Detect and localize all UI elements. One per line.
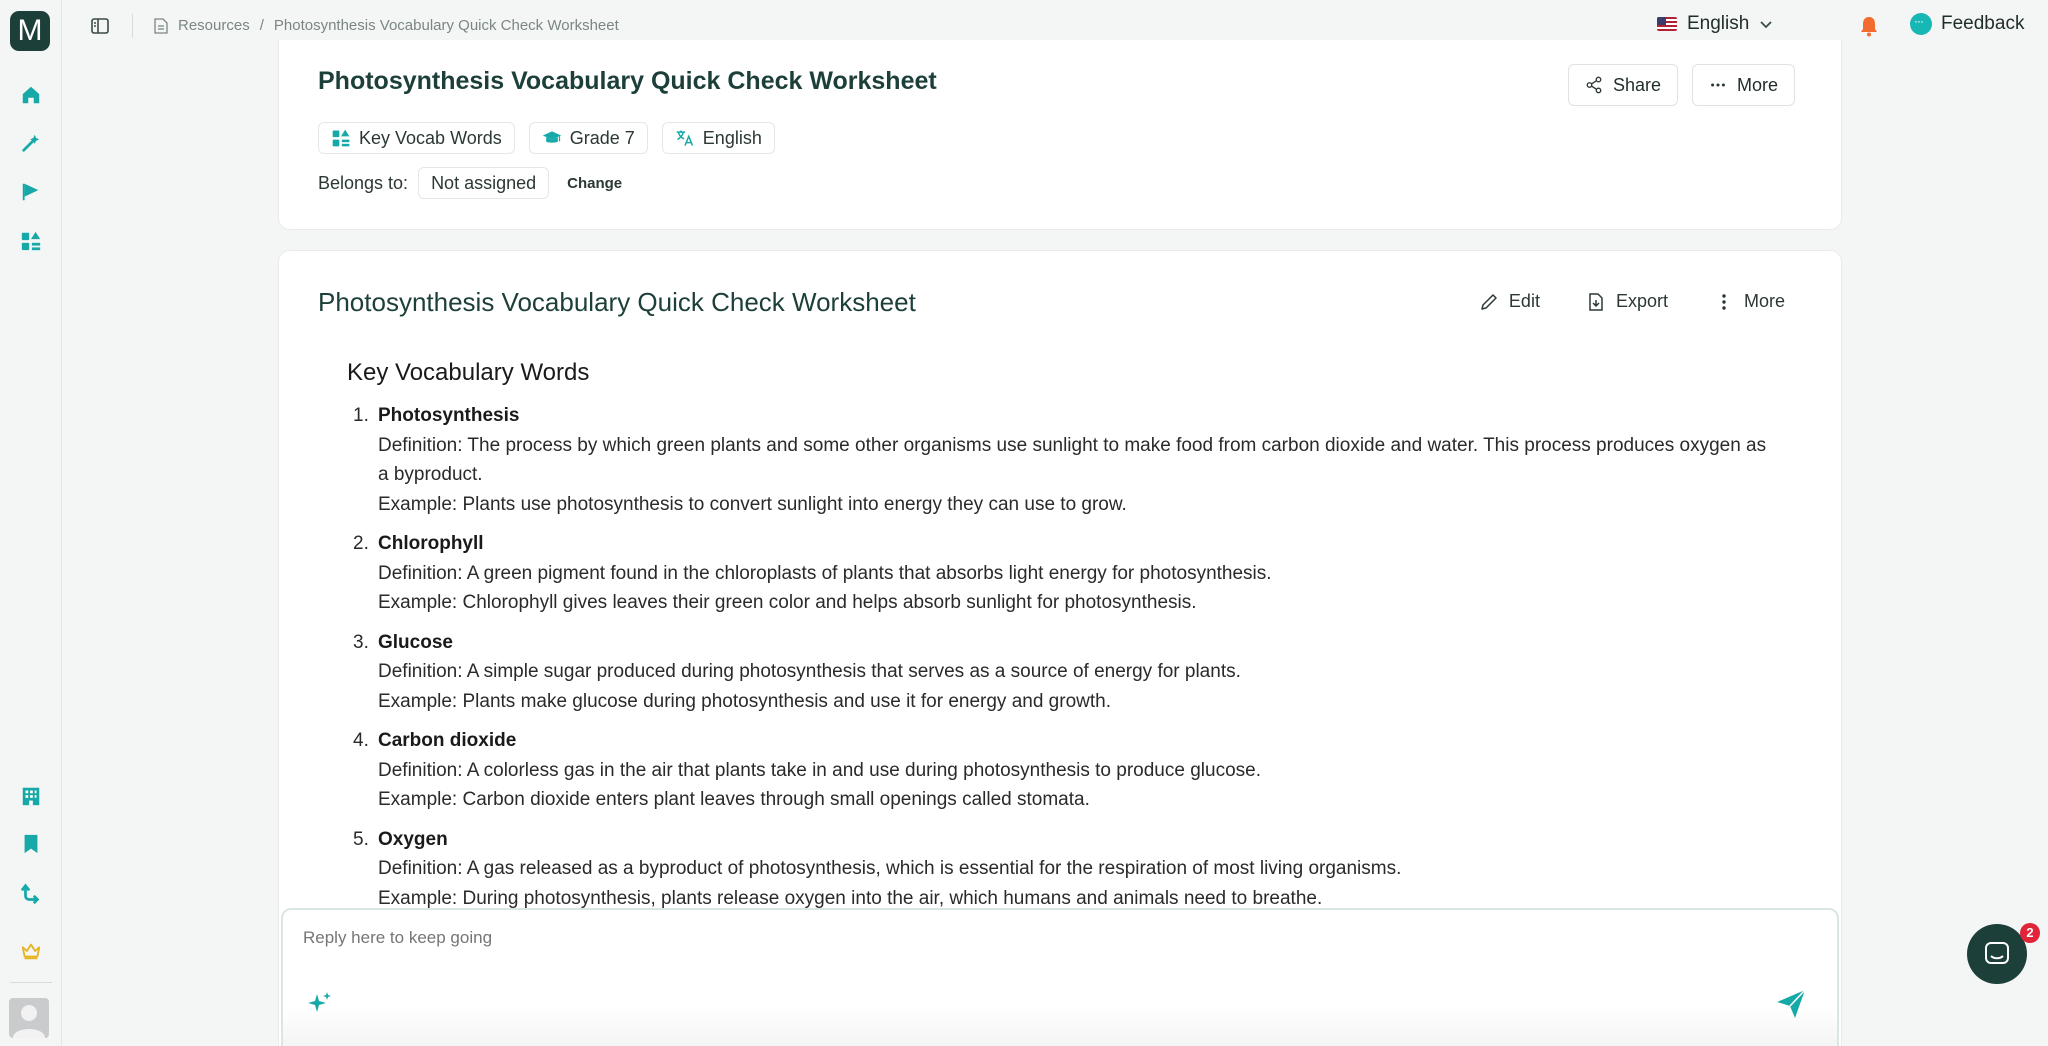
sidebar-toggle-icon[interactable] bbox=[90, 16, 110, 36]
edit-button[interactable] bbox=[1479, 291, 1540, 312]
item-number: 2. bbox=[353, 533, 369, 554]
breadcrumb-resources[interactable]: Resources bbox=[178, 17, 250, 34]
breadcrumb bbox=[154, 17, 619, 34]
vocab-list bbox=[347, 401, 1767, 913]
share-button[interactable] bbox=[1568, 64, 1678, 106]
item-number: 1. bbox=[353, 405, 369, 426]
language-label: English bbox=[1687, 13, 1750, 34]
resource-header-card bbox=[278, 40, 1842, 230]
home-icon[interactable] bbox=[19, 83, 43, 107]
share-icon bbox=[1585, 76, 1603, 94]
composer-fade bbox=[283, 1006, 1837, 1046]
avatar[interactable] bbox=[9, 998, 49, 1038]
document-actions bbox=[1479, 291, 1785, 312]
document-title: Photosynthesis Vocabulary Quick Check Worksheet bbox=[318, 287, 916, 317]
vocab-example: Example: Chlorophyll gives leaves their green color and helps absorb sunlight for photosynthesis. bbox=[378, 592, 1197, 613]
bookmark-icon[interactable] bbox=[19, 832, 43, 856]
document-more-label: More bbox=[1743, 291, 1785, 311]
vocab-definition: Definition: A green pigment found in the chloroplasts of plants that absorbs light energy for photosynthesis. bbox=[378, 562, 1272, 584]
document-icon bbox=[154, 18, 168, 34]
chat-icon bbox=[1983, 940, 2011, 968]
send-icon[interactable] bbox=[1775, 988, 1807, 1020]
vocab-term: Chlorophyll bbox=[378, 533, 484, 554]
tag-type bbox=[318, 122, 515, 154]
breadcrumb-separator: / bbox=[259, 17, 264, 34]
tag-language bbox=[662, 122, 775, 154]
belongs-to-label: Belongs to: bbox=[318, 172, 409, 193]
left-rail bbox=[0, 0, 62, 1046]
chevron-down-icon bbox=[1759, 17, 1773, 31]
item-number: 5. bbox=[353, 828, 369, 850]
tag-grade-label: Grade 7 bbox=[569, 127, 635, 148]
vocab-definition: Definition: A simple sugar produced during photosynthesis that serves as a source of energy for plants. bbox=[378, 661, 1241, 682]
export-label: Export bbox=[1615, 291, 1668, 311]
flag-icon[interactable] bbox=[19, 180, 43, 204]
toolbar-separator bbox=[132, 14, 133, 38]
pencil-icon bbox=[1479, 292, 1499, 312]
more-button[interactable] bbox=[1692, 64, 1795, 106]
list-item bbox=[347, 825, 1767, 914]
more-horizontal-icon bbox=[1709, 76, 1727, 94]
vocab-term: Glucose bbox=[378, 631, 453, 653]
change-button[interactable]: Change bbox=[567, 174, 623, 192]
chat-dots-icon bbox=[1910, 13, 1932, 35]
document-content bbox=[347, 359, 1767, 923]
share-arrows-icon[interactable] bbox=[19, 882, 43, 906]
vocab-example: Example: Carbon dioxide enters plant leaves through small openings called stomata. bbox=[378, 789, 1090, 810]
tag-language-label: English bbox=[702, 127, 762, 148]
belongs-to-row bbox=[318, 167, 622, 199]
building-icon[interactable] bbox=[19, 784, 43, 808]
more-label: More bbox=[1737, 74, 1779, 95]
translate-icon bbox=[675, 128, 695, 148]
notification-badge: 2 bbox=[2020, 923, 2040, 943]
list-item bbox=[347, 401, 1767, 519]
share-label: Share bbox=[1613, 74, 1662, 95]
magic-wand-icon[interactable] bbox=[19, 131, 43, 155]
resources-icon[interactable] bbox=[19, 229, 43, 253]
vocab-term: Carbon dioxide bbox=[378, 730, 517, 751]
vocab-example: Example: Plants use photosynthesis to convert sunlight into energy they can use to grow. bbox=[378, 493, 1127, 515]
resource-tags bbox=[318, 122, 775, 154]
rail-divider bbox=[10, 982, 52, 983]
language-selector[interactable] bbox=[1657, 13, 1773, 35]
vocab-example: Example: During photosynthesis, plants release oxygen into the air, which humans and animals need to breathe. bbox=[378, 887, 1323, 909]
feedback-button[interactable] bbox=[1910, 13, 2024, 35]
breadcrumb-current: Photosynthesis Vocabulary Quick Check Worksheet bbox=[273, 17, 619, 34]
vocab-definition: Definition: A colorless gas in the air that plants take in and use during photosynthesis to produce glucose. bbox=[378, 759, 1261, 781]
reply-input[interactable] bbox=[303, 928, 1703, 948]
graduation-cap-icon bbox=[542, 128, 562, 148]
export-file-icon bbox=[1586, 292, 1606, 312]
tag-type-label: Key Vocab Words bbox=[359, 127, 502, 148]
vocab-term: Oxygen bbox=[378, 828, 448, 850]
sparkle-icon[interactable] bbox=[307, 990, 333, 1016]
list-item bbox=[347, 726, 1767, 815]
resource-title: Photosynthesis Vocabulary Quick Check Worksheet bbox=[318, 67, 937, 95]
list-item bbox=[347, 628, 1767, 717]
vocab-term: Photosynthesis bbox=[378, 405, 520, 426]
resources-icon bbox=[331, 128, 351, 148]
vocab-definition: Definition: A gas released as a byproduct of photosynthesis, which is essential for the respiration of most living organisms. bbox=[378, 858, 1402, 879]
belongs-to-value: Not assigned bbox=[418, 167, 549, 199]
tag-grade bbox=[529, 122, 648, 154]
vocab-definition: Definition: The process by which green plants and some other organisms use sunlight to make food from carbon dioxide and water. This process produces oxygen as a byproduct. bbox=[378, 434, 1767, 485]
feedback-label: Feedback bbox=[1941, 13, 2025, 34]
chat-launcher-button[interactable] bbox=[1967, 924, 2027, 984]
us-flag-icon bbox=[1657, 17, 1677, 31]
edit-label: Edit bbox=[1508, 291, 1540, 311]
vocab-example: Example: Plants make glucose during photosynthesis and use it for energy and growth. bbox=[378, 690, 1111, 712]
item-number: 4. bbox=[353, 730, 369, 751]
list-item bbox=[347, 529, 1767, 618]
reply-composer bbox=[281, 908, 1839, 1046]
app-logo[interactable]: M bbox=[10, 11, 50, 51]
export-button[interactable] bbox=[1586, 291, 1668, 312]
bell-icon[interactable] bbox=[1859, 15, 1879, 37]
section-heading: Key Vocabulary Words bbox=[347, 359, 590, 386]
item-number: 3. bbox=[353, 631, 369, 653]
crown-icon[interactable] bbox=[19, 939, 43, 963]
more-vertical-icon bbox=[1714, 292, 1734, 312]
document-more-button[interactable] bbox=[1714, 291, 1785, 312]
